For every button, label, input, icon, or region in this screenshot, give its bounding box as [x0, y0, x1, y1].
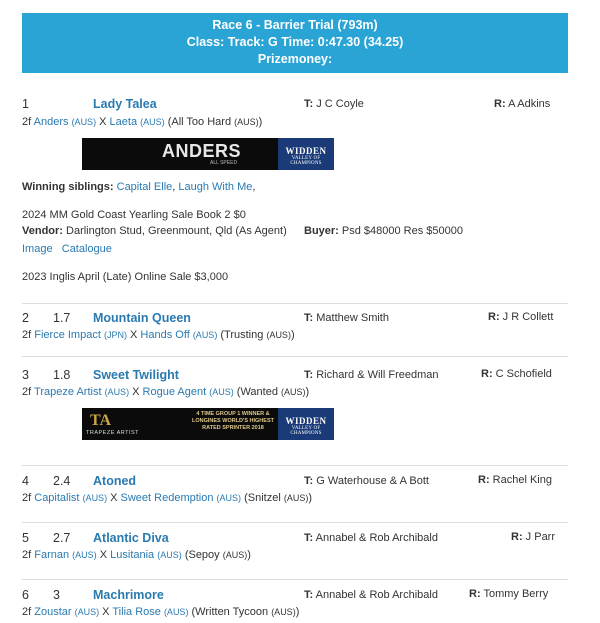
trainer	[304, 589, 438, 601]
trainer-name: G Waterhouse & A Bott	[316, 475, 429, 487]
sale-info: 2024 MM Gold Coast Yearling Sale Book 2 $0	[22, 209, 246, 221]
sire-country: (AUS)	[72, 550, 97, 560]
trainer-name: Annabel & Rob Archibald	[315, 589, 438, 601]
pedigree: 2f Anders (AUS) X Laeta (AUS) (All Too Hard (AUS))	[22, 116, 263, 128]
trainer-label: T:	[304, 369, 314, 381]
rider-label: R:	[494, 98, 506, 110]
pedigree: 2f Zoustar (AUS) X Tilia Rose (AUS) (Written Tycoon (AUS))	[22, 606, 300, 618]
sire-country: (AUS)	[82, 493, 108, 503]
trainer-name: J C Coyle	[316, 98, 364, 110]
trainer	[304, 369, 439, 381]
trainer-name: Matthew Smith	[316, 312, 389, 324]
trainer-label: T:	[304, 98, 314, 110]
dam-country: (AUS)	[216, 493, 242, 503]
rider-name: J Parr	[525, 531, 556, 543]
cross-x: X	[130, 329, 138, 341]
cross-x: X	[99, 549, 108, 561]
rider	[494, 98, 550, 110]
banner-tagline: 4 TIME GROUP 1 WINNER & LONGINES WORLD'S HIGHEST RATED SPRINTER 2018	[192, 411, 274, 431]
sire-link[interactable]: Capitalist	[34, 492, 80, 504]
winning-siblings: Winning siblings: Capital Elle, Laugh With Me,	[22, 181, 256, 193]
buyer-label: Buyer:	[304, 225, 339, 237]
finish-position: 4	[22, 474, 29, 488]
margin: 1.7	[53, 311, 71, 325]
rider-label: R:	[478, 474, 490, 486]
winning-siblings-label: Winning siblings:	[22, 181, 114, 193]
margin: 3	[53, 588, 60, 602]
catalogue-link[interactable]: Catalogue	[61, 243, 112, 255]
sire-country: (AUS)	[71, 117, 97, 127]
damsire: (Sepoy	[184, 549, 220, 561]
damsire: (Written Tycoon	[191, 606, 269, 618]
trainer-label: T:	[304, 475, 314, 487]
race-prizemoney: Prizemoney:	[257, 52, 333, 66]
dam-link[interactable]: Rogue Agent	[142, 386, 207, 398]
rider	[469, 588, 548, 600]
sire-link[interactable]: Zoustar	[34, 606, 72, 618]
rider-label: R:	[481, 368, 493, 380]
dam-country: (AUS)	[209, 387, 234, 397]
dam-link[interactable]: Laeta	[109, 116, 138, 128]
banner-logo: TA	[90, 412, 112, 429]
sire-country: (AUS)	[104, 387, 130, 397]
sex: 2f	[22, 116, 32, 128]
trapeze-artist-banner[interactable]	[82, 408, 334, 440]
pedigree: 2f Farnan (AUS) X Lusitania (AUS) (Sepoy (AUS))	[22, 549, 251, 561]
banner-brand-sub: ALL SPEED	[210, 160, 238, 166]
sex: 2f	[22, 329, 32, 341]
sale-info: 2023 Inglis April (Late) Online Sale $3,000	[22, 271, 229, 283]
dam-country: (AUS)	[140, 117, 165, 127]
dam-country: (AUS)	[192, 330, 218, 340]
trainer	[304, 312, 389, 324]
sire-link[interactable]: Trapeze Artist	[34, 386, 102, 398]
pedigree: 2f Fierce Impact (JPN) X Hands Off (AUS) (Trusting (AUS))	[22, 329, 295, 341]
banner-logo-sub: TRAPEZE ARTIST	[86, 430, 140, 436]
dam-link[interactable]: Sweet Redemption	[120, 492, 214, 504]
rider-name: C Schofield	[495, 368, 552, 380]
pedigree: 2f Trapeze Artist (AUS) X Rogue Agent (AUS) (Wanted (AUS))	[22, 386, 310, 398]
horse-name-link[interactable]: Atoned	[93, 474, 137, 488]
row-divider	[22, 303, 568, 304]
cross-x: X	[110, 492, 118, 504]
horse-name-link[interactable]: Atlantic Diva	[93, 531, 169, 545]
sex: 2f	[22, 492, 32, 504]
trainer	[304, 98, 364, 110]
horse-name-link[interactable]: Sweet Twilight	[93, 368, 179, 382]
rider-name: Rachel King	[492, 474, 552, 486]
sire-link[interactable]: Fierce Impact	[34, 329, 101, 341]
dam-link[interactable]: Tilia Rose	[112, 606, 161, 618]
rider	[511, 531, 555, 543]
race-header	[22, 13, 568, 73]
horse-name-link[interactable]: Mountain Queen	[93, 311, 191, 325]
rider-name: A Adkins	[508, 98, 551, 110]
sibling-link[interactable]: Laugh With Me	[178, 181, 253, 193]
rider	[478, 474, 552, 486]
row-divider	[22, 522, 568, 523]
banner-brand: ANDERS	[162, 141, 242, 161]
image-link[interactable]: Image	[22, 243, 53, 255]
sire-link[interactable]: Farnan	[34, 549, 70, 561]
pedigree: 2f Capitalist (AUS) X Sweet Redemption (AUS) (Snitzel (AUS))	[22, 492, 313, 504]
widden-logo: WIDDEN VALLEY OF CHAMPIONS	[278, 138, 334, 170]
cross-x: X	[132, 386, 140, 398]
sex: 2f	[22, 606, 32, 618]
race-class-track-time: Class: Track: G Time: 0:47.30 (34.25)	[186, 35, 404, 49]
dam-country: (AUS)	[163, 607, 189, 617]
buyer	[304, 225, 463, 237]
finish-position: 3	[22, 368, 29, 382]
rider-label: R:	[469, 588, 481, 600]
sire-country: (JPN)	[103, 330, 127, 340]
race-title: Race 6 - Barrier Trial (793m)	[212, 18, 378, 32]
dam-link[interactable]: Lusitania	[110, 549, 155, 561]
margin: 1.8	[53, 368, 71, 382]
trainer-name: Annabel & Rob Archibald	[315, 532, 438, 544]
trainer-label: T:	[304, 589, 314, 601]
damsire: (All Too Hard	[167, 116, 232, 128]
damsire-country: (AUS)	[283, 493, 309, 503]
trainer-name: Richard & Will Freedman	[316, 369, 439, 381]
rider-label: R:	[488, 311, 500, 323]
trainer	[304, 532, 438, 544]
finish-position: 2	[22, 311, 29, 325]
rider-name: Tommy Berry	[483, 588, 549, 600]
sex: 2f	[22, 386, 32, 398]
rider-label: R:	[511, 531, 523, 543]
horse-name-link[interactable]: Machrimore	[93, 588, 164, 602]
sex: 2f	[22, 549, 32, 561]
cross-x: X	[102, 606, 110, 618]
horse-name-link[interactable]: Lady Talea	[93, 97, 157, 111]
trainer-label: T:	[304, 312, 314, 324]
sire-country: (AUS)	[74, 607, 100, 617]
damsire: (Trusting	[220, 329, 264, 341]
finish-position: 1	[22, 97, 29, 111]
rider	[488, 311, 553, 323]
damsire: (Wanted	[236, 386, 278, 398]
damsire-country: (AUS)	[271, 607, 296, 617]
sire-link[interactable]: Anders	[33, 116, 69, 128]
vendor-name: Darlington Stud, Greenmount, Qld (As Agent)	[66, 225, 287, 237]
rider	[481, 368, 552, 380]
sibling-link[interactable]: Capital Elle	[116, 181, 173, 193]
damsire-country: (AUS)	[222, 550, 248, 560]
row-divider	[22, 465, 568, 466]
rider-name: J R Collett	[502, 311, 554, 323]
vendor-label: Vendor:	[22, 225, 63, 237]
anders-banner[interactable]	[82, 138, 334, 170]
trainer-label: T:	[304, 532, 314, 544]
margin: 2.7	[53, 531, 71, 545]
damsire: (Snitzel	[244, 492, 281, 504]
dam-link[interactable]: Hands Off	[140, 329, 190, 341]
dam-country: (AUS)	[157, 550, 182, 560]
finish-position: 5	[22, 531, 29, 545]
cross-x: X	[99, 116, 107, 128]
trainer	[304, 475, 429, 487]
row-divider	[22, 579, 568, 580]
damsire-country: (AUS)	[281, 387, 306, 397]
row-divider	[22, 356, 568, 357]
damsire-country: (AUS)	[266, 330, 291, 340]
finish-position: 6	[22, 588, 29, 602]
sale-links	[22, 243, 112, 255]
vendor	[22, 225, 287, 237]
damsire-country: (AUS)	[234, 117, 259, 127]
margin: 2.4	[53, 474, 71, 488]
buyer-value: Psd $48000 Res $50000	[341, 225, 464, 237]
widden-logo: WIDDEN VALLEY OF CHAMPIONS	[278, 408, 334, 440]
